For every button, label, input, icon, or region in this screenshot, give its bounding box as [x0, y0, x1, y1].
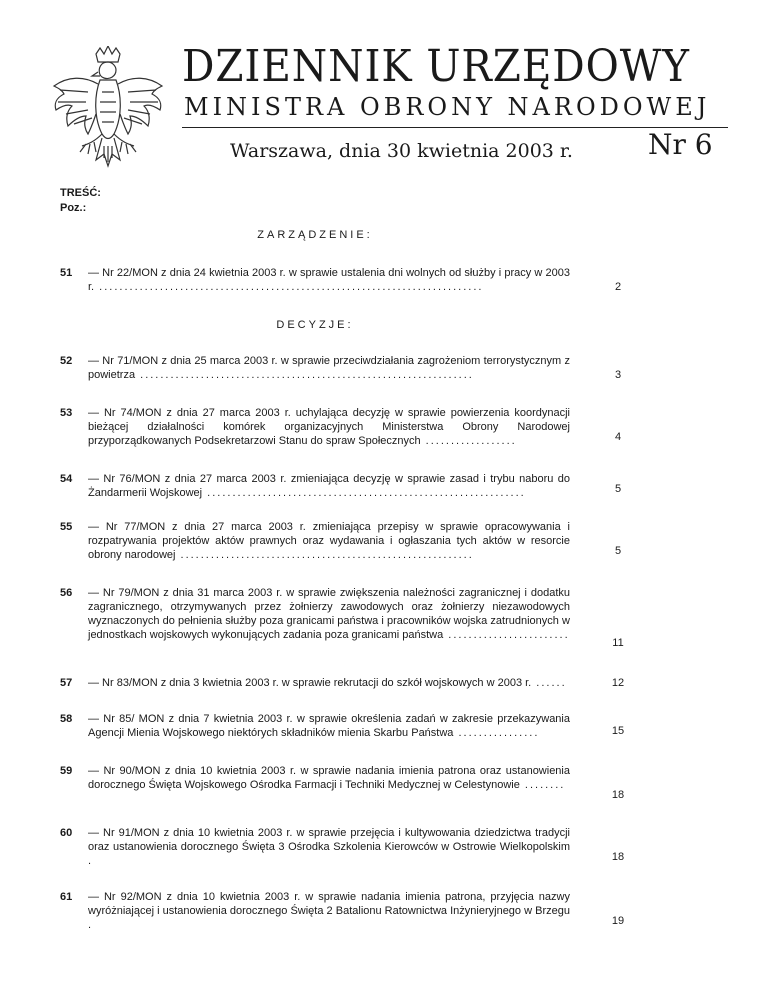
- entry-page: 5: [614, 483, 622, 495]
- entry-page: 4: [614, 431, 622, 443]
- journal-title: DZIENNIK URZĘDOWY: [182, 41, 690, 92]
- entry-number: 60: [60, 827, 73, 839]
- entry-number: 58: [60, 713, 73, 725]
- issue-dateline: Warszawa, dnia 30 kwietnia 2003 r.: [230, 140, 573, 162]
- entry-page: 15: [611, 725, 625, 737]
- entry-page: 12: [611, 677, 625, 689]
- entry-number: 55: [60, 521, 73, 533]
- entry-title: — Nr 85/ MON z dnia 7 kwietnia 2003 r. w sprawie określenia zadań w zakresie przekazywania Agencji Mienia Wojskowego niektórych składników mienia Skarbu Państwa: [88, 713, 570, 739]
- entry-title: — Nr 71/MON z dnia 25 marca 2003 r. w sprawie przeciwdziałania zagrożeniom terrorystycznym z powietrza: [88, 355, 570, 381]
- entry-number: 59: [60, 765, 73, 777]
- entry-title: — Nr 83/MON z dnia 3 kwietnia 2003 r. w sprawie rekrutacji do szkół wojskowych w 2003 r.: [88, 677, 532, 689]
- entry-number: 57: [60, 677, 73, 689]
- section-heading-decyzje: DECYZJE:: [276, 319, 354, 331]
- entry-number: 56: [60, 587, 73, 599]
- entry-number: 51: [60, 267, 73, 279]
- entry-number: 53: [60, 407, 73, 419]
- entry-number: 52: [60, 355, 73, 367]
- entry-title: — Nr 91/MON z dnia 10 kwietnia 2003 r. w sprawie przejęcia i kultywowania dziedzictwa tradycji oraz ustanowienia dorocznego Święta 3 Ośrodka Szkolenia Kierowców w Ostrowie Wielkopolskim: [88, 827, 570, 853]
- entry-title: — Nr 90/MON z dnia 10 kwietnia 2003 r. w sprawie nadania imienia patrona oraz ustanowienia dorocznego Święta Wojskowego Ośrodka Farmacji i Techniki Medycznej w Celestynowie: [88, 765, 570, 791]
- entry-title: — Nr 74/MON z dnia 27 marca 2003 r. uchylająca decyzję w sprawie powierzenia koordynacji bieżącej działalności komórek organizacyjnych Ministerstwa Obrony Narodowej przyporządkowanych Podsekretarzowi Stanu do spraw Społecznych: [88, 407, 570, 447]
- entry-page: 5: [614, 545, 622, 557]
- entry-number: 54: [60, 473, 73, 485]
- section-heading-zarzadzenie: ZARZĄDZENIE:: [257, 229, 373, 241]
- issue-number: Nr 6: [648, 128, 713, 161]
- entry-title: — Nr 92/MON z dnia 10 kwietnia 2003 r. w sprawie nadania imienia patrona, przyjęcia nazwy wyróżniającej i ustanowienia dorocznego Święta 2 Batalionu Ratownictwa Inżynieryjnego w Brzegu: [88, 891, 570, 917]
- entry-number: 61: [60, 891, 73, 903]
- position-label: Poz.:: [60, 202, 87, 214]
- entry-page: 2: [614, 281, 622, 293]
- entry-page: 11: [612, 637, 624, 649]
- eagle-emblem-icon: [48, 46, 168, 174]
- entry-page: 18: [611, 851, 625, 863]
- journal-subtitle: MINISTRA OBRONY NARODOWEJ: [184, 93, 711, 121]
- header-divider: [182, 127, 728, 128]
- entry-title: — Nr 76/MON z dnia 27 marca 2003 r. zmieniająca decyzję w sprawie zasad i trybu naboru do Żandarmerii Wojskowej: [88, 473, 570, 499]
- entry-title: — Nr 22/MON z dnia 24 kwietnia 2003 r. w sprawie ustalenia dni wolnych od służby i pracy w 2003 r.: [88, 267, 570, 293]
- contents-label: TREŚĆ:: [60, 187, 101, 199]
- entry-page: 18: [611, 789, 625, 801]
- entry-page: 19: [611, 915, 625, 927]
- entry-page: 3: [614, 369, 622, 381]
- entry-title: — Nr 79/MON z dnia 31 marca 2003 r. w sprawie zwiększenia należności zagranicznej i dodatku zagranicznego, otrzymywanych przez żołnierzy zawodowych oraz żołnierzy niezawodowych wyznaczonych do pełnienia służby poza granicami państwa i pracowników wojska zatrudnionych w jednostkach wojskowych wykonujących zadania poza granicami państwa: [88, 587, 570, 641]
- entry-title: — Nr 77/MON z dnia 27 marca 2003 r. zmieniająca przepisy w sprawie opracowywania i rozpatrywania projektów aktów prawnych oraz wydawania i ogłaszania tych aktów w resorcie obrony narodowej: [88, 521, 570, 561]
